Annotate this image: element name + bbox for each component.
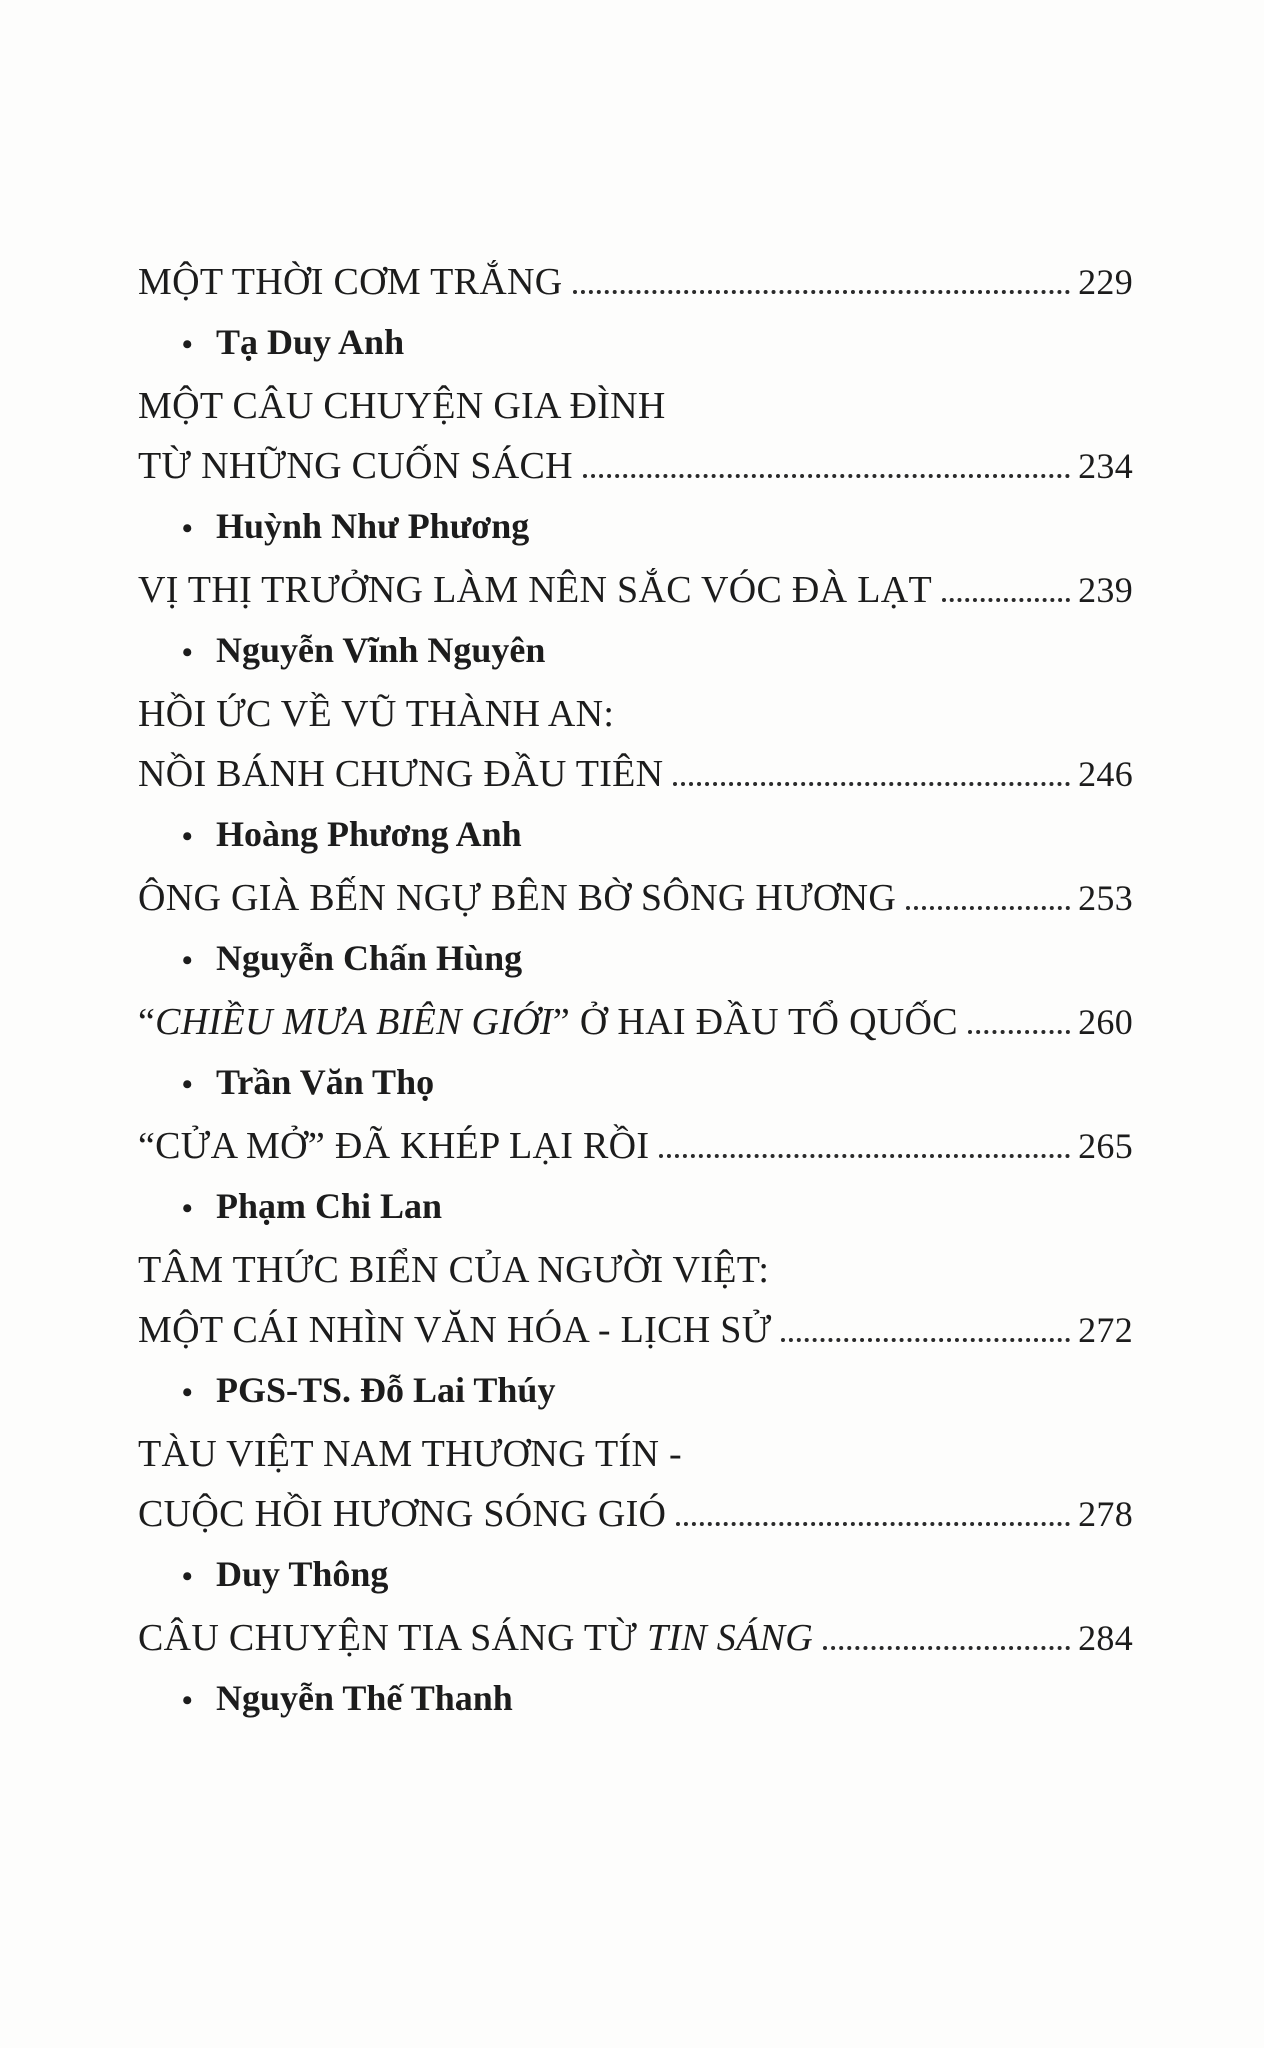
- toc-author-name: Hoàng Phương Anh: [216, 814, 522, 854]
- toc-author-name: Nguyễn Vĩnh Nguyên: [216, 630, 546, 670]
- bullet-icon: •: [182, 636, 193, 669]
- toc-page-number: 278: [1078, 1494, 1133, 1534]
- dot-leader: [659, 1154, 1070, 1158]
- toc-author: [138, 496, 1133, 556]
- dot-leader: [583, 474, 1070, 478]
- toc-page-number: 246: [1078, 754, 1133, 794]
- toc-title-prefix: CÂU CHUYỆN TIA SÁNG TỪ: [138, 1617, 647, 1659]
- bullet-icon: •: [182, 328, 193, 361]
- bullet-icon: •: [182, 1376, 193, 1409]
- toc-entry: [138, 1608, 1133, 1728]
- toc-title-italic: TIN SÁNG: [646, 1617, 813, 1659]
- toc-page-number: 253: [1078, 878, 1133, 918]
- bullet-icon: •: [182, 1192, 193, 1225]
- toc-author: [138, 928, 1133, 988]
- dot-leader: [906, 906, 1070, 910]
- toc-title-line: [138, 1116, 1133, 1176]
- toc-title-line: [138, 1240, 1133, 1300]
- toc-page-number: 272: [1078, 1310, 1133, 1350]
- toc-title-line: [138, 1424, 1133, 1484]
- toc-title: TÂM THỨC BIỂN CỦA NGƯỜI VIỆT:: [138, 1249, 770, 1291]
- toc-entry: [138, 560, 1133, 680]
- toc-page-number: 265: [1078, 1126, 1133, 1166]
- toc-title: MỘT CÁI NHÌN VĂN HÓA - LỊCH SỬ: [138, 1309, 772, 1351]
- toc-author: [138, 312, 1133, 372]
- toc-title: CUỘC HỒI HƯƠNG SÓNG GIÓ: [138, 1493, 667, 1535]
- toc-title-prefix: “: [138, 1001, 156, 1043]
- bullet-icon: •: [182, 1068, 193, 1101]
- toc-title-line: [138, 684, 1133, 744]
- toc-author: [138, 804, 1133, 864]
- toc-title: “CỬA MỞ” ĐÃ KHÉP LẠI RỒI: [138, 1125, 650, 1167]
- dot-leader: [676, 1522, 1070, 1526]
- toc-entry: [138, 1424, 1133, 1604]
- toc-page-number: 284: [1078, 1618, 1133, 1658]
- toc-title: TÀU VIỆT NAM THƯƠNG TÍN -: [138, 1433, 682, 1475]
- toc-title: [138, 1608, 813, 1668]
- toc-author-name: Nguyễn Chấn Hùng: [216, 938, 523, 978]
- toc-author-name: Duy Thông: [216, 1554, 389, 1594]
- toc-author-name: Tạ Duy Anh: [216, 322, 405, 362]
- toc-author: [138, 1052, 1133, 1112]
- toc-title-line: [138, 1300, 1133, 1360]
- dot-leader: [942, 598, 1070, 602]
- toc-title: VỊ THỊ TRƯỞNG LÀM NÊN SẮC VÓC ĐÀ LẠT: [138, 569, 932, 611]
- toc-title-line: [138, 868, 1133, 928]
- toc-title: HỒI ỨC VỀ VŨ THÀNH AN:: [138, 693, 615, 735]
- toc-title: [138, 992, 958, 1052]
- toc-title-suffix: ” Ở HAI ĐẦU TỔ QUỐC: [552, 1001, 958, 1043]
- bullet-icon: •: [182, 512, 193, 545]
- toc-title-line: [138, 252, 1133, 312]
- toc-entry: [138, 1116, 1133, 1236]
- toc-entry: [138, 1240, 1133, 1420]
- dot-leader: [968, 1030, 1070, 1034]
- toc-title: ÔNG GIÀ BẾN NGỰ BÊN BỜ SÔNG HƯƠNG: [138, 877, 897, 919]
- toc-entry: [138, 868, 1133, 988]
- table-of-contents: [138, 252, 1133, 1732]
- toc-author: [138, 620, 1133, 680]
- toc-title: TỪ NHỮNG CUỐN SÁCH: [138, 445, 573, 487]
- toc-page-number: 260: [1078, 1002, 1133, 1042]
- toc-author-name: Trần Văn Thọ: [216, 1062, 435, 1102]
- toc-page-number: 234: [1078, 446, 1133, 486]
- toc-author: [138, 1544, 1133, 1604]
- toc-page-number: 239: [1078, 570, 1133, 610]
- bullet-icon: •: [182, 944, 193, 977]
- toc-entry: [138, 684, 1133, 864]
- dot-leader: [573, 290, 1071, 294]
- dot-leader: [673, 782, 1070, 786]
- bullet-icon: •: [182, 820, 193, 853]
- toc-title-italic: CHIỀU MƯA BIÊN GIỚI: [155, 1001, 553, 1043]
- toc-entry: [138, 376, 1133, 556]
- toc-title-line: [138, 1608, 1133, 1668]
- toc-title-line: [138, 376, 1133, 436]
- toc-author: [138, 1176, 1133, 1236]
- toc-author: [138, 1668, 1133, 1728]
- bullet-icon: •: [182, 1684, 193, 1717]
- toc-author-name: Nguyễn Thế Thanh: [216, 1678, 513, 1718]
- toc-title-line: [138, 560, 1133, 620]
- toc-entry: [138, 252, 1133, 372]
- toc-title-line: [138, 992, 1133, 1052]
- toc-author-name: PGS-TS. Đỗ Lai Thúy: [216, 1370, 556, 1410]
- toc-title-line: [138, 436, 1133, 496]
- dot-leader: [823, 1646, 1070, 1650]
- bullet-icon: •: [182, 1560, 193, 1593]
- toc-title-line: [138, 744, 1133, 804]
- toc-author-name: Huỳnh Như Phương: [216, 506, 530, 546]
- toc-author-name: Phạm Chi Lan: [216, 1186, 443, 1226]
- toc-title-line: [138, 1484, 1133, 1544]
- toc-title: MỘT CÂU CHUYỆN GIA ĐÌNH: [138, 385, 666, 427]
- toc-page-number: 229: [1078, 262, 1133, 302]
- toc-title: NỒI BÁNH CHƯNG ĐẦU TIÊN: [138, 753, 664, 795]
- toc-title: MỘT THỜI CƠM TRẮNG: [138, 261, 563, 303]
- toc-author: [138, 1360, 1133, 1420]
- dot-leader: [781, 1338, 1070, 1342]
- toc-entry: [138, 992, 1133, 1112]
